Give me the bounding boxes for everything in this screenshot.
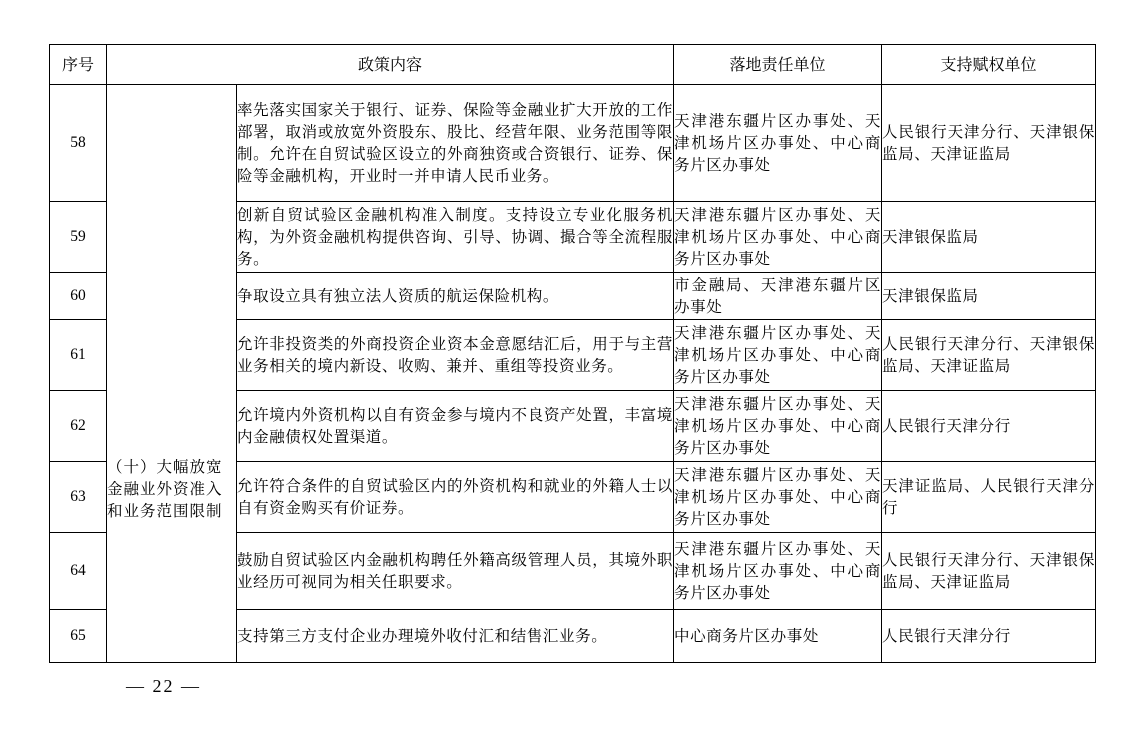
- support-unit: 天津银保监局: [882, 202, 1096, 273]
- row-number: 61: [50, 320, 107, 391]
- header-unit: 落地责任单位: [674, 45, 882, 85]
- table-header-row: [50, 45, 1096, 85]
- policy-content: 允许非投资类的外商投资企业资本金意愿结汇后，用于与主营业务相关的境内新设、收购、兼并、重组等投资业务。: [237, 320, 674, 391]
- support-unit: 人民银行天津分行、天津银保监局、天津证监局: [882, 320, 1096, 391]
- group-label-cell: [107, 85, 237, 663]
- policy-content: 支持第三方支付企业办理境外收付汇和结售汇业务。: [237, 610, 674, 663]
- row-number: 60: [50, 273, 107, 320]
- responsible-unit: 中心商务片区办事处: [674, 610, 882, 663]
- responsible-unit: 天津港东疆片区办事处、天津机场片区办事处、中心商务片区办事处: [674, 202, 882, 273]
- group-label: （十）大幅放宽金融业外资准入和业务范围限制: [107, 457, 223, 520]
- responsible-unit: 天津港东疆片区办事处、天津机场片区办事处、中心商务片区办事处: [674, 391, 882, 462]
- support-unit: 人民银行天津分行: [882, 610, 1096, 663]
- row-number: 64: [50, 533, 107, 610]
- support-unit: 天津银保监局: [882, 273, 1096, 320]
- support-unit: 天津证监局、人民银行天津分行: [882, 462, 1096, 533]
- header-support: 支持赋权单位: [882, 45, 1096, 85]
- row-number: 59: [50, 202, 107, 273]
- policy-content: 争取设立具有独立法人资质的航运保险机构。: [237, 273, 674, 320]
- policy-table: [49, 44, 1096, 663]
- header-no: 序号: [50, 45, 107, 85]
- responsible-unit: 天津港东疆片区办事处、天津机场片区办事处、中心商务片区办事处: [674, 462, 882, 533]
- row-number: 65: [50, 610, 107, 663]
- responsible-unit: 天津港东疆片区办事处、天津机场片区办事处、中心商务片区办事处: [674, 85, 882, 202]
- responsible-unit: 天津港东疆片区办事处、天津机场片区办事处、中心商务片区办事处: [674, 533, 882, 610]
- row-number: 58: [50, 85, 107, 202]
- row-number: 63: [50, 462, 107, 533]
- row-number: 62: [50, 391, 107, 462]
- policy-content: 允许境内外资机构以自有资金参与境内不良资产处置，丰富境内金融债权处置渠道。: [237, 391, 674, 462]
- responsible-unit: 市金融局、天津港东疆片区办事处: [674, 273, 882, 320]
- support-unit: 人民银行天津分行: [882, 391, 1096, 462]
- policy-content: 允许符合条件的自贸试验区内的外资机构和就业的外籍人士以自有资金购买有价证券。: [237, 462, 674, 533]
- table-row: [50, 85, 1096, 202]
- support-unit: 人民银行天津分行、天津银保监局、天津证监局: [882, 85, 1096, 202]
- responsible-unit: 天津港东疆片区办事处、天津机场片区办事处、中心商务片区办事处: [674, 320, 882, 391]
- policy-content: 率先落实国家关于银行、证券、保险等金融业扩大开放的工作部署，取消或放宽外资股东、股比、经营年限、业务范围等限制。允许在自贸试验区设立的外商独资或合资银行、证券、保险等金融机构，开业时一并申请人民币业务。: [237, 85, 674, 202]
- policy-content: 鼓励自贸试验区内金融机构聘任外籍高级管理人员，其境外职业经历可视同为相关任职要求。: [237, 533, 674, 610]
- header-content: 政策内容: [107, 45, 674, 85]
- page-number: — 22 —: [126, 676, 201, 696]
- policy-content: 创新自贸试验区金融机构准入制度。支持设立专业化服务机构，为外资金融机构提供咨询、引导、协调、撮合等全流程服务。: [237, 202, 674, 273]
- support-unit: 人民银行天津分行、天津银保监局、天津证监局: [882, 533, 1096, 610]
